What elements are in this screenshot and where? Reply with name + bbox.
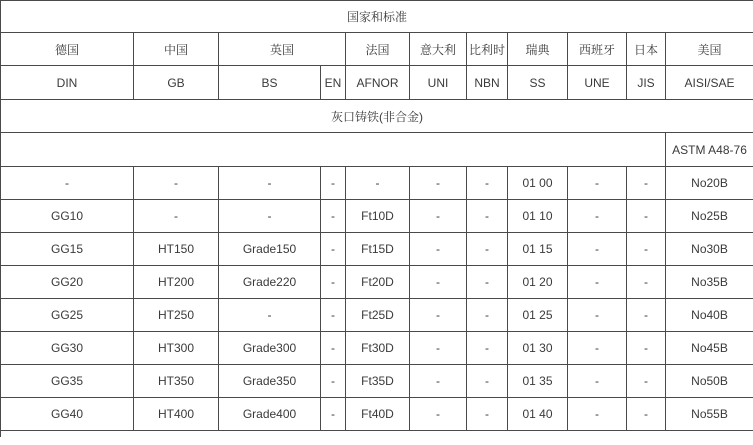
- grade-cell: -: [410, 398, 467, 431]
- grade-cell: 01 35: [508, 365, 568, 398]
- clipped-next-section-row: [1, 431, 753, 438]
- grade-cell: -: [467, 299, 508, 332]
- grade-cell: -: [321, 332, 346, 365]
- table-row: [1, 233, 753, 266]
- grade-cell: -: [410, 266, 467, 299]
- grade-cell: -: [321, 167, 346, 200]
- section-title-row: [1, 100, 753, 133]
- standard-header-cell: AISI/SAE: [666, 66, 753, 100]
- grade-cell: -: [321, 365, 346, 398]
- grade-cell: -: [321, 398, 346, 431]
- grade-cell: -: [410, 365, 467, 398]
- grade-cell: No45B: [666, 332, 753, 365]
- standards-header-row: [1, 66, 753, 100]
- grade-cell: Ft10D: [346, 200, 410, 233]
- grade-cell: -: [467, 233, 508, 266]
- grade-cell: -: [627, 299, 666, 332]
- grade-cell: Grade220: [219, 266, 321, 299]
- grade-cell: Ft35D: [346, 365, 410, 398]
- grade-cell: Ft40D: [346, 398, 410, 431]
- grade-cell: -: [467, 332, 508, 365]
- grade-cell: 01 20: [508, 266, 568, 299]
- country-header-cell: 英国: [219, 33, 346, 66]
- grade-cell: No25B: [666, 200, 753, 233]
- grade-cell: No50B: [666, 365, 753, 398]
- grade-cell: 01 40: [508, 398, 568, 431]
- grade-cell: -: [219, 167, 321, 200]
- country-header-cell: 美国: [666, 33, 753, 66]
- grade-cell: -: [627, 266, 666, 299]
- standard-header-cell: BS: [219, 66, 321, 100]
- grade-cell: -: [321, 200, 346, 233]
- grade-cell: -: [627, 200, 666, 233]
- grade-cell: No40B: [666, 299, 753, 332]
- grade-cell: GG20: [1, 266, 134, 299]
- grade-cell: GG15: [1, 233, 134, 266]
- grade-cell: 01 30: [508, 332, 568, 365]
- grade-cell: -: [346, 167, 410, 200]
- grade-cell: -: [627, 398, 666, 431]
- grade-cell: Ft20D: [346, 266, 410, 299]
- grade-cell: Ft30D: [346, 332, 410, 365]
- grade-cell: -: [467, 167, 508, 200]
- grade-cell: -: [321, 233, 346, 266]
- grade-cell: No35B: [666, 266, 753, 299]
- table-title-row: [1, 1, 753, 33]
- grade-cell: HT350: [134, 365, 219, 398]
- grade-cell: No20B: [666, 167, 753, 200]
- standard-header-cell: DIN: [1, 66, 134, 100]
- astm-row-empty-cell: [1, 133, 666, 167]
- grade-cell: -: [467, 398, 508, 431]
- grade-cell: No30B: [666, 233, 753, 266]
- grade-cell: -: [568, 365, 627, 398]
- grade-cell: -: [1, 167, 134, 200]
- table-row: [1, 266, 753, 299]
- grade-cell: HT250: [134, 299, 219, 332]
- country-header-cell: 中国: [134, 33, 219, 66]
- grade-cell: GG40: [1, 398, 134, 431]
- grade-cell: -: [219, 299, 321, 332]
- standard-header-cell: AFNOR: [346, 66, 410, 100]
- grade-cell: GG35: [1, 365, 134, 398]
- standard-header-cell: EN: [321, 66, 346, 100]
- country-header-cell: 比利时: [467, 33, 508, 66]
- grade-cell: HT150: [134, 233, 219, 266]
- grade-cell: GG10: [1, 200, 134, 233]
- grade-cell: 01 10: [508, 200, 568, 233]
- section-title: 灰口铸铁(非合金): [1, 100, 753, 133]
- grade-cell: HT300: [134, 332, 219, 365]
- grade-cell: GG25: [1, 299, 134, 332]
- standard-header-cell: UNE: [568, 66, 627, 100]
- astm-standard-cell: ASTM A48-76: [666, 133, 753, 167]
- grade-cell: -: [568, 332, 627, 365]
- astm-note-row: [1, 133, 753, 167]
- grade-cell: 01 25: [508, 299, 568, 332]
- clipped-cell: [1, 431, 753, 438]
- grade-cell: -: [568, 299, 627, 332]
- standard-header-cell: NBN: [467, 66, 508, 100]
- grade-cell: -: [410, 167, 467, 200]
- grade-cell: -: [219, 200, 321, 233]
- grade-cell: -: [568, 398, 627, 431]
- grade-cell: Ft25D: [346, 299, 410, 332]
- grade-cell: -: [410, 332, 467, 365]
- grade-cell: Grade300: [219, 332, 321, 365]
- country-header-cell: 意大利: [410, 33, 467, 66]
- grade-cell: GG30: [1, 332, 134, 365]
- grade-cell: -: [467, 200, 508, 233]
- grade-cell: -: [321, 266, 346, 299]
- grade-cell: -: [134, 167, 219, 200]
- grade-cell: -: [410, 200, 467, 233]
- grade-cell: -: [410, 299, 467, 332]
- grade-cell: -: [627, 167, 666, 200]
- grade-cell: -: [568, 233, 627, 266]
- grade-cell: Ft15D: [346, 233, 410, 266]
- grade-cell: 01 00: [508, 167, 568, 200]
- grade-cell: -: [410, 233, 467, 266]
- table-row: [1, 167, 753, 200]
- table-row: [1, 299, 753, 332]
- grade-cell: -: [321, 299, 346, 332]
- grade-cell: -: [134, 200, 219, 233]
- grade-cell: HT200: [134, 266, 219, 299]
- standard-header-cell: JIS: [627, 66, 666, 100]
- table-title: 国家和标准: [1, 1, 753, 33]
- table-row: [1, 332, 753, 365]
- grade-cell: -: [627, 233, 666, 266]
- standard-header-cell: UNI: [410, 66, 467, 100]
- country-header-row: [1, 33, 753, 66]
- grade-cell: -: [568, 167, 627, 200]
- grade-cell: HT400: [134, 398, 219, 431]
- country-header-cell: 法国: [346, 33, 410, 66]
- country-header-cell: 日本: [627, 33, 666, 66]
- grade-cell: 01 15: [508, 233, 568, 266]
- grade-cell: -: [627, 365, 666, 398]
- grade-cell: Grade400: [219, 398, 321, 431]
- standard-header-cell: GB: [134, 66, 219, 100]
- grade-cell: -: [467, 266, 508, 299]
- grade-cell: No55B: [666, 398, 753, 431]
- grade-cell: Grade150: [219, 233, 321, 266]
- grade-cell: -: [627, 332, 666, 365]
- grade-cell: -: [568, 200, 627, 233]
- standard-header-cell: SS: [508, 66, 568, 100]
- grade-cell: -: [568, 266, 627, 299]
- table-row: [1, 365, 753, 398]
- grade-cell: Grade350: [219, 365, 321, 398]
- table-row: [1, 200, 753, 233]
- country-header-cell: 西班牙: [568, 33, 627, 66]
- grade-cell: -: [467, 365, 508, 398]
- country-header-cell: 瑞典: [508, 33, 568, 66]
- country-header-cell: 德国: [1, 33, 134, 66]
- table-row: [1, 398, 753, 431]
